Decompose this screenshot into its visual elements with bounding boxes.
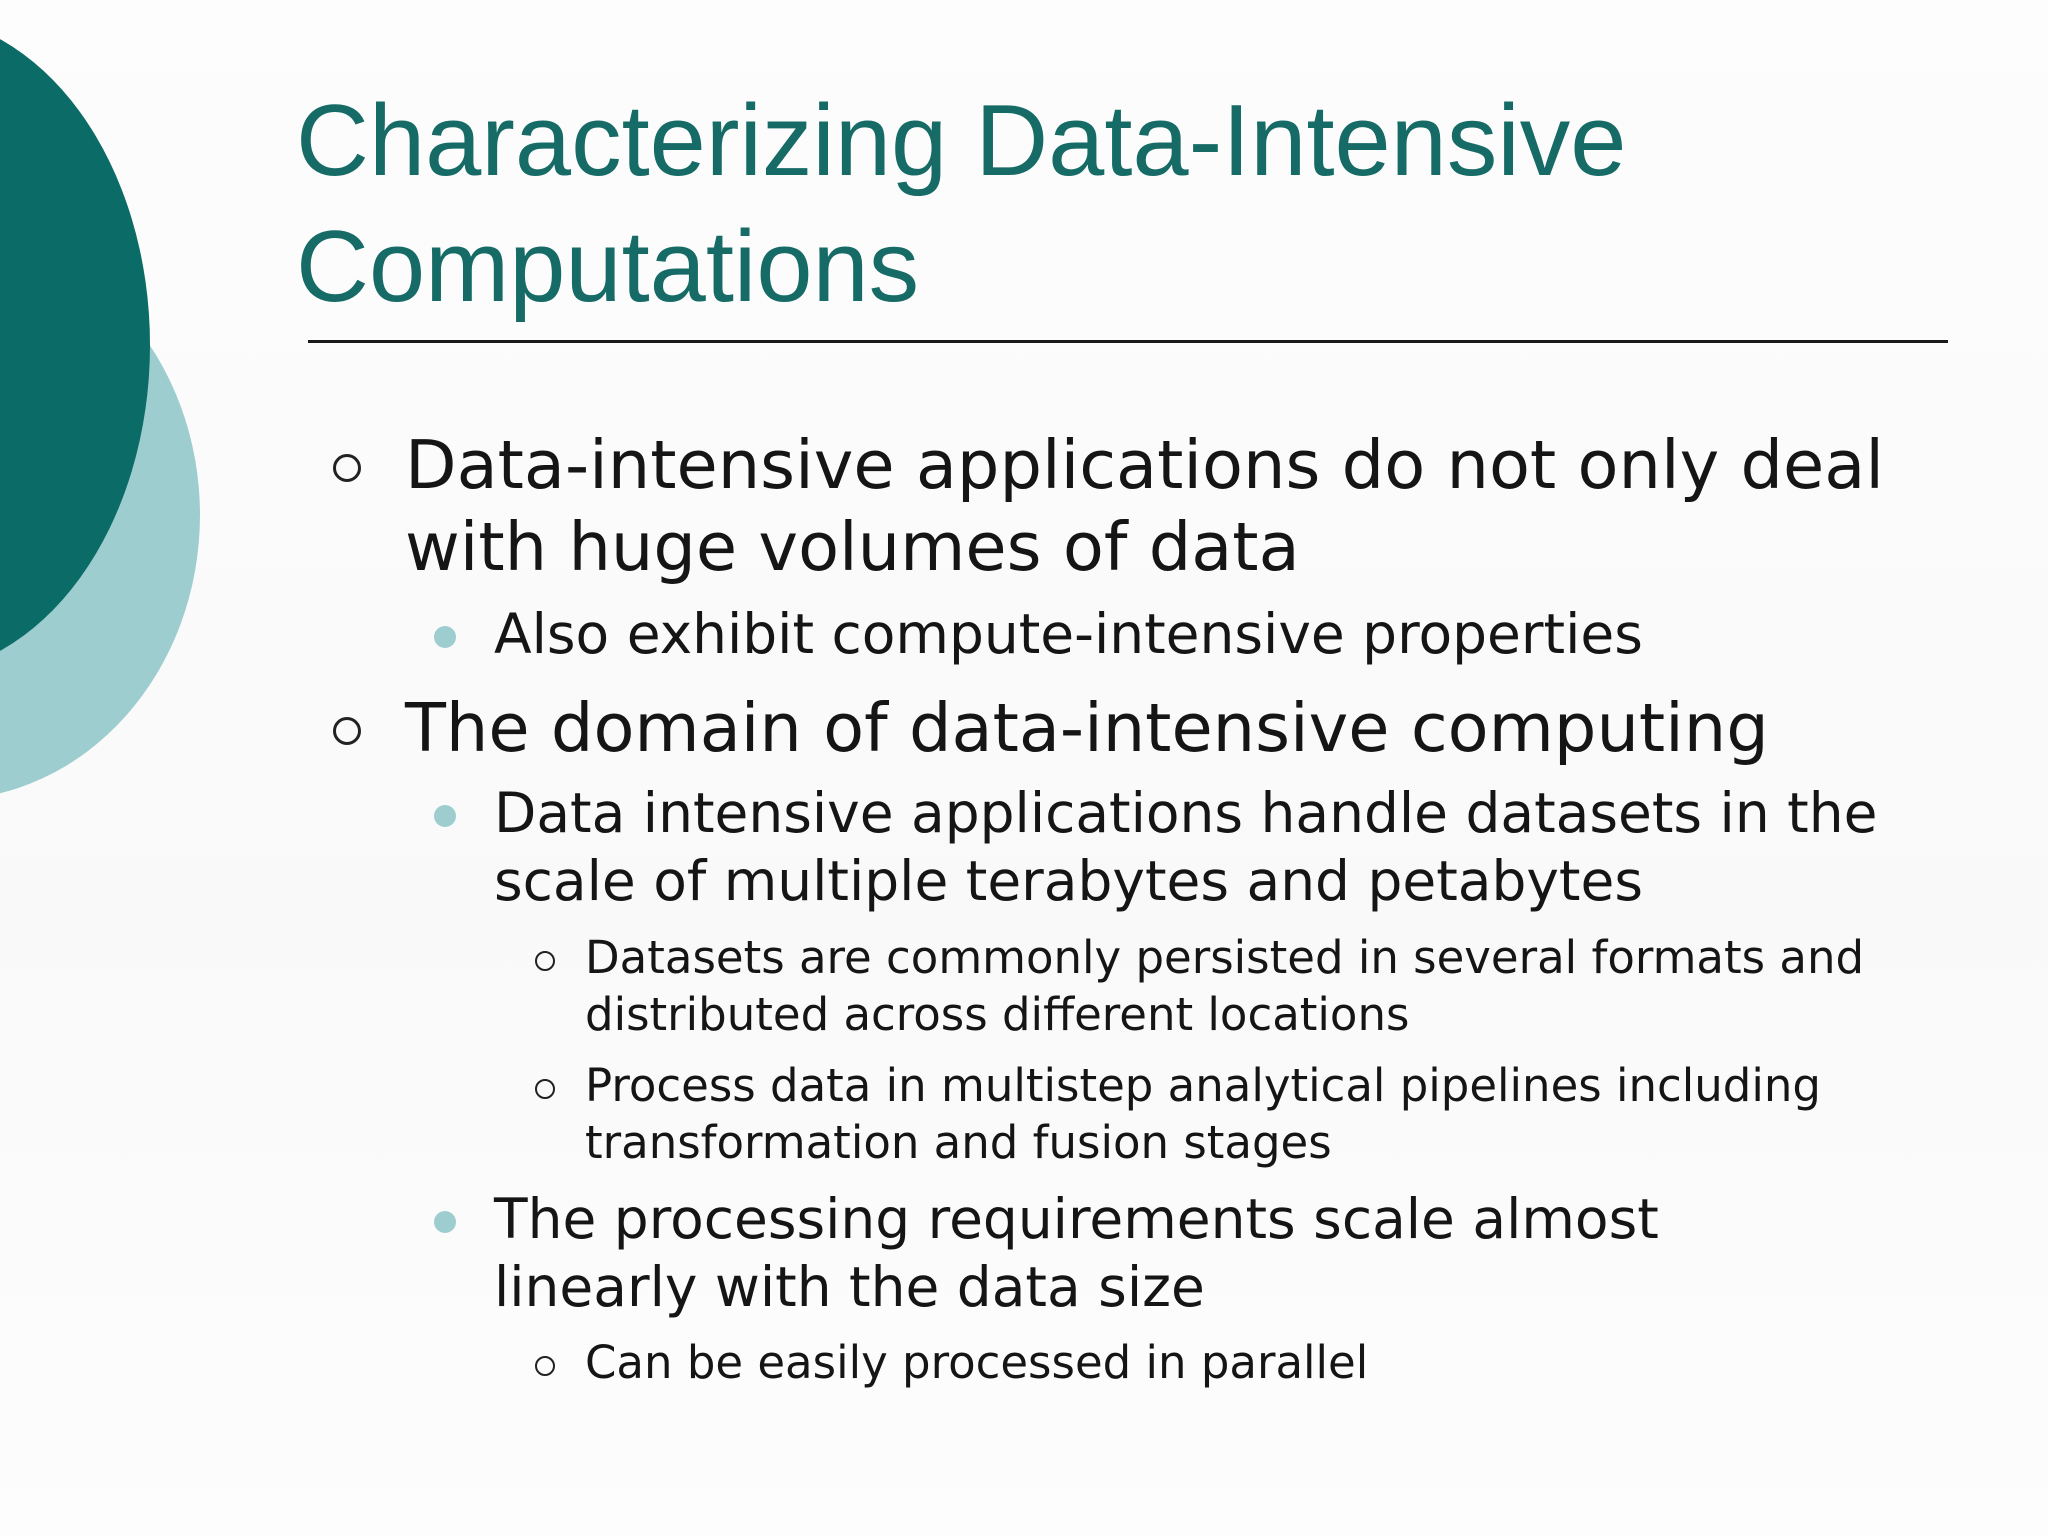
small-hollow-circle-icon	[535, 1079, 555, 1099]
small-hollow-circle-icon	[535, 951, 555, 971]
filled-dot-icon	[434, 805, 456, 827]
bullet-text: Data-intensive applications do not only deal with huge volumes of data	[405, 426, 1884, 586]
bullet-item	[585, 1057, 1955, 1171]
bullet-text: Datasets are commonly persisted in several formats and distributed across different locations	[585, 931, 1865, 1041]
bullet-text: Can be easily processed in parallel	[585, 1336, 1369, 1389]
bullet-item	[405, 687, 1935, 769]
hollow-circle-icon	[333, 454, 361, 482]
bullet-text: Process data in multistep analytical pipelines including transformation and fusion stages	[585, 1059, 1821, 1169]
filled-dot-icon	[434, 626, 456, 648]
bullet-item	[405, 424, 1935, 588]
filled-dot-icon	[434, 1211, 456, 1233]
title-divider	[308, 340, 1948, 343]
slide-title: Characterizing Data-Intensive Computations	[296, 85, 1627, 323]
bullet-item	[494, 600, 1944, 668]
bullet-item	[585, 929, 1955, 1043]
bullet-item	[494, 1185, 1764, 1321]
bullet-item	[585, 1334, 1955, 1391]
bullet-text: Also exhibit compute-intensive properties	[494, 602, 1643, 666]
bullet-text: The processing requirements scale almost linearly with the data size	[494, 1187, 1659, 1319]
bullet-item	[494, 779, 1944, 915]
bullet-text: Data intensive applications handle datasets in the scale of multiple terabytes and petabytes	[494, 781, 1878, 913]
small-hollow-circle-icon	[535, 1356, 555, 1376]
bullet-text: The domain of data-intensive computing	[405, 689, 1769, 767]
hollow-circle-icon	[333, 717, 361, 745]
